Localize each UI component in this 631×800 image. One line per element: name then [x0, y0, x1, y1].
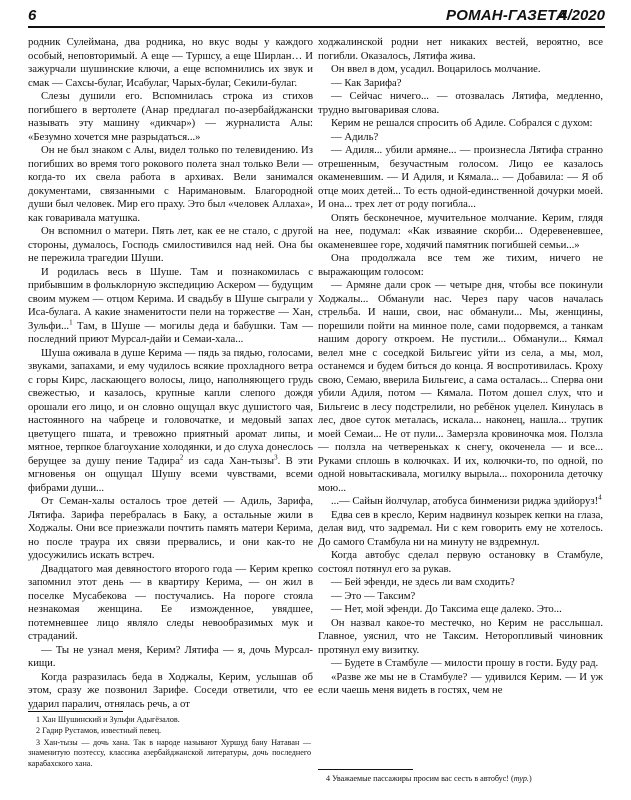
footnote-mark: 1: [69, 317, 73, 326]
paragraph: [28, 347, 313, 496]
paragraph: — Адиль?: [331, 130, 379, 143]
paragraph: ходжалинской родни нет никаких вестей, вероятно, все погибли. Оказалось, Лятифа жива.: [318, 36, 603, 62]
paragraph: Опять бесконечное, мучительное молчание. Керим, глядя на нее, подумал: «Как изваяние скорби... Одеревеневшее, окаменевшее горе, ходячий памятник погибшей семьи...»: [318, 211, 603, 251]
footnote-mark: 2: [179, 452, 184, 461]
text-run: . В эти мгновенья он ощущал Шушу всеми чувствами, всеми фибрами души...: [28, 454, 313, 494]
paragraph: — Будете в Стамбуле — милости прошу в гости. Буду рад.: [331, 657, 599, 669]
paragraph: Он не был знаком с Алы, видел только по телевидению. Из погибших во время того рокового полета знал только Вели — когда-то их свела работа в архивах. Вели занимался документами, связанными с Наримановым. Благородной души был человек. Мир его праху. Это был «человек Аллаха», как говаривала матушка.: [28, 144, 313, 224]
footnote: 3 Хан-тызы — дочь хана. Так в народе называют Хуршуд бану Натаван — знаменитую поэтессу, классика азербайджанской литературы, дочь последнего карабахского хана.: [28, 737, 311, 768]
footnote-mark: 3: [274, 452, 278, 461]
paragraph: Он ввел в дом, усадил. Воцарилось молчание.: [331, 63, 541, 75]
text-run: Там, в Шуше — могилы деда и бабушки. Там — последний приют Мурсал-дайи и Семаи-хала...: [28, 319, 313, 345]
paragraph: — Адиля... убили армяне... — произнесла Лятифа странно отрешенным, безучастным голосом. Лицо ее казалось окаменевшим. — И Адиля, и Кямала... — Добавила: — Я об отце моих детей... То есть одной-единственной дочурки моей. И она... трех лет от роду погибла...: [318, 144, 603, 210]
paragraph: Когда автобус сделал первую остановку в Стамбуле, состоял потянул его за рукав.: [318, 549, 603, 575]
paragraph: — Армяне дали срок — четыре дня, чтобы все покинули Ходжалы... Обманули нас. Через пару часов началась стрельба. И наши, свои, нас обманули... Мы, женщины, порешили пойти на минное поле, сами подорвемся, а танкам нашим дорогу откроем. Не пустили... Обманули... Кямал велел мне с соседкой Бильгеис уйти из села, а мы, мол, останемся и будем биться до конца. Я воспротивилась. Кроху свою, Семаю, вверила Бильгеис, а сама осталась... Сперва они убили Адиля, потом — Кямала. Потом дошел слух, что и Бильгеис в лесу подстрелили, но ребёнок уцелел. Кинулась в лес, двое суток металась, искала... наконец, нашла... трупик моей Семаи... Не от пули... Замерзла кровиночка моя. Ползла — ползла на четвереньках к снегу, окоченела — и все... Руками сплошь в колючках. И их, колючки-то, по одной, по одной новытаскивала, могилку вырыла... похоронила деточку мою...: [318, 279, 603, 494]
footnote-rule: [318, 769, 413, 770]
footnotes-right: [318, 774, 601, 785]
paragraph: От Семан-халы осталось трое детей — Адиль, Зарифа, Лятифа. Зарифа перебралась в Баку, а остальные жили в Ходжалы. Они все приезжали почтить память матери Керима, но после траура их связи прервались, и они как-то не удосужились искать встреч.: [28, 495, 313, 561]
text-run: из сада Хан-тызы: [183, 454, 275, 467]
paragraph: Керим не решался спросить об Адиле. Собрался с духом:: [331, 117, 593, 129]
text-run: И родилась весь в Шуше. Там и познакомилась с прибывшим в фольклорную экспедицию Аскером — будущим своим мужем — отцом Керима. И свадьбу в Шуше сыграли у Иса-булага. А какие знаменитости пели на торжестве — Хан, Зульфи...: [28, 265, 313, 332]
paragraph: Слезы душили его. Вспомнилась строка из стихов погибшего в вертолете (Анар предлагал по-азербайджански называть эту машину «дикчар») — журналиста Алы: «Безумно хочется мне разрыдаться...»: [28, 90, 313, 143]
magazine-title: РОМАН-ГАЗЕТА: [446, 7, 568, 24]
paragraph: [28, 266, 313, 347]
text-run: ...— Сайын йолчулар, атобуса бинменизи риджа эдийоруз!: [331, 495, 599, 507]
right-column: [318, 36, 603, 698]
paragraph: — Это — Таксим?: [331, 589, 416, 602]
paragraph: — Как Зарифа?: [331, 76, 402, 89]
footnote-rule: [28, 711, 123, 712]
footnote: 1 Хан Шушинский и Зульфи Адыгёзалов.: [36, 715, 180, 724]
text-run: ): [528, 774, 532, 783]
issue-number: 4/2020: [559, 7, 605, 24]
paragraph: Двадцатого мая девяностого второго года — Керим крепко запомнил этот день — в квартиру Керима, — он жил в поселке Мусабекова — постучались. На пороге стояла незнакомая женщина. Ее изможденное, увядшее, потемневшее лицо являло следы невообразимых мук и страданий.: [28, 562, 313, 642]
paragraph: — Нет, мой эфенди. До Таксима еще далеко. Это...: [331, 603, 562, 615]
paragraph: Он назвал какое-то местечко, но Керим не расслышал. Главное, уяснил, что не Таксим. Неторопливый чиновник протянул ему визитку.: [318, 616, 603, 656]
paragraph: — Сейчас ничего... — отозвалась Лятифа, медленно, трудно выговаривая слова.: [318, 90, 603, 116]
paragraph: Едва сев в кресло, Керим надвинул козырек кепки на глаза, делая вид, что задремал. Ни с кем говорить ему не хотелось. До самого Стамбула ни на минуту не вздремнул.: [318, 508, 603, 548]
left-column: [28, 36, 313, 711]
footnotes-left: [28, 715, 311, 770]
page-header: [28, 6, 605, 28]
paragraph: Она продолжала все тем же тихим, ничего не выражающим голосом:: [318, 252, 603, 278]
paragraph: Когда разразилась беда в Ходжалы, Керим, услышав об этом, сразу же позвонил Зарифе. Соседи ответили, что ее ударил паралич, отнялась речь, а от: [28, 670, 313, 710]
paragraph: — Ты не узнал меня, Керим? Лятифа — я, дочь Мурсал-кищи.: [28, 643, 313, 669]
paragraph: «Разве же мы не в Стамбуле? — удивился Керим. — И уж если чаешь меня видеть в гостях, чем не: [318, 670, 603, 696]
paragraph: родник Сулеймана, два родника, но вкус воды у каждого особый, неповторимый. А еще — Туршсу, а еще Ширлан… И зажурчали шушинские ключи, а еще вспомнились их звук и смак — Сахсы-булаг, Исабулаг, Чарых-булаг, Секили-булаг.: [28, 36, 313, 89]
paragraph: — Бей эфенди, не здесь ли вам сходить?: [331, 576, 515, 588]
text-run: тур.: [513, 774, 529, 783]
footnote: [318, 774, 601, 784]
page-number: 6: [28, 7, 37, 24]
paragraph: Он вспомнил о матери. Пять лет, как ее не стало, с другой стороны, думалось, Господь смилостивился над ней. Она бы не пережила трагедии Шуши.: [28, 225, 313, 264]
text-run: Шуша оживала в душе Керима — пядь за пядью, голосами, звуками, запахами, и ему чудилось всякие прохладного ветра с горы Кирс, ласкающего волосы, лицо, наполняющего грудь свежестью, и казалось, крупные капли слепого дождя орошали его лицо, и он словно ощущал вкус душистого чая, настоянного на чабреце и головочатке, и медовый запах цветущего пшата, и тревожно приятный аромат липы, и мятное, терпкое благоухание холодянки, и до слуха донеслось берущее за душу пение Тадира: [28, 346, 313, 467]
footnote-mark: 4: [598, 493, 602, 502]
footnote: 2 Гадир Рустамов, известный певец.: [36, 726, 162, 736]
paragraph: [318, 495, 603, 509]
text-run: 4 Уважаемые пассажиры просим вас сесть в автобус! (: [326, 774, 514, 783]
